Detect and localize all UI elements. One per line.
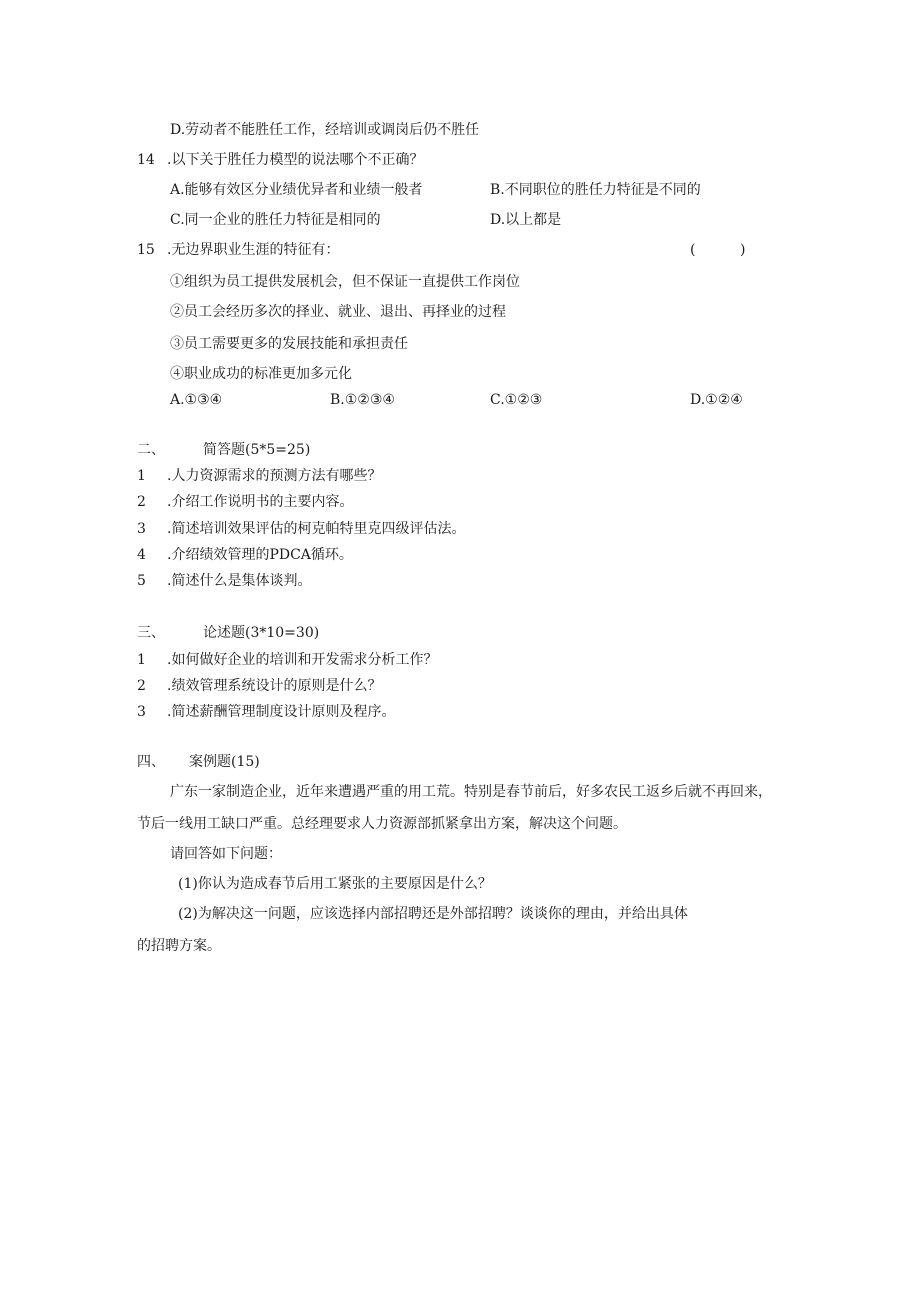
q15-stem — [137, 241, 339, 259]
case-prompt: 请回答如下问题： — [170, 846, 282, 862]
question-text: .绩效管理系统设计的原则是什么？ — [167, 678, 382, 694]
section3-q2 — [137, 677, 381, 695]
q15-option-c: C.①②③ — [490, 392, 543, 408]
q15-item-4: ④职业成功的标准更加多元化 — [170, 366, 352, 382]
section3-number: 三、 — [137, 625, 165, 641]
question-number: 3 — [137, 704, 146, 720]
q14-option-d: D.以上都是 — [490, 212, 562, 228]
q15-text: .无边界职业生涯的特征有： — [167, 242, 340, 258]
case-subquestion-2: (2)为解决这一问题，应该选择内部招聘还是外部招聘？谈谈你的理由，并给出具体 — [178, 906, 688, 922]
case-subquestion-1: (1)你认为造成春节后用工紧张的主要原因是什么？ — [178, 876, 492, 892]
q14-text: .以下关于胜任力模型的说法哪个不正确？ — [167, 152, 424, 168]
q14-option-b: B.不同职位的胜任力特征是不同的 — [490, 182, 701, 198]
case-paragraph-line-1: 广东一家制造企业，近年来遭遇严重的用工荒。特别是春节前后，好多农民工返乡后就不再回来， — [170, 784, 772, 800]
question-number: 4 — [137, 547, 146, 563]
q15-option-a: A.①③④ — [170, 392, 223, 408]
q15-item-2: ②员工会经历多次的择业、就业、退出、再择业的过程 — [170, 304, 506, 320]
q15-option-b: B.①②③④ — [330, 392, 395, 408]
section4-title: 案例题(15) — [189, 754, 260, 770]
section2-heading — [137, 441, 310, 459]
section2-q2 — [137, 493, 353, 511]
question-number: 1 — [137, 468, 146, 484]
section2-q3 — [137, 520, 465, 538]
section2-q4 — [137, 546, 353, 564]
question-text: .简述培训效果评估的柯克帕特里克四级评估法。 — [167, 521, 466, 537]
question-text: .介绍绩效管理的PDCA循环。 — [167, 547, 353, 563]
section3-q1 — [137, 651, 437, 669]
q14-option-c: C.同一企业的胜任力特征是相同的 — [170, 212, 381, 228]
question-number: 5 — [137, 573, 146, 589]
section4-heading — [137, 753, 260, 771]
question-text: .人力资源需求的预测方法有哪些？ — [167, 468, 382, 484]
q15-option-d: D.①②④ — [690, 392, 743, 408]
q14-option-a: A.能够有效区分业绩优异者和业绩一般者 — [170, 182, 423, 198]
case-paragraph-line-2: 节后一线用工缺口严重。总经理要求人力资源部抓紧拿出方案，解决这个问题。 — [137, 816, 627, 832]
q13-option-d: D.劳动者不能胜任工作，经培训或调岗后仍不胜任 — [170, 122, 480, 138]
q15-number: 15 — [137, 242, 155, 258]
q14-number: 14 — [137, 152, 155, 168]
q15-item-1: ①组织为员工提供发展机会，但不保证一直提供工作岗位 — [170, 274, 520, 290]
section2-q1 — [137, 467, 381, 485]
section3-heading — [137, 624, 319, 642]
case-subquestion-2-cont: 的招聘方案。 — [137, 938, 221, 954]
q15-answer-bracket: ( ) — [690, 242, 746, 258]
section2-title: 简答题(5*5=25) — [203, 442, 311, 458]
question-number: 2 — [137, 494, 146, 510]
question-text: .介绍工作说明书的主要内容。 — [167, 494, 354, 510]
section2-number: 二、 — [137, 442, 165, 458]
q15-item-3: ③员工需要更多的发展技能和承担责任 — [170, 336, 408, 352]
q14-stem — [137, 151, 423, 169]
question-number: 3 — [137, 521, 146, 537]
question-text: .简述薪酬管理制度设计原则及程序。 — [167, 704, 396, 720]
question-text: .如何做好企业的培训和开发需求分析工作？ — [167, 652, 438, 668]
section4-number: 四、 — [137, 754, 165, 770]
question-number: 1 — [137, 652, 146, 668]
question-text: .简述什么是集体谈判。 — [167, 573, 312, 589]
section3-q3 — [137, 703, 395, 721]
question-number: 2 — [137, 678, 146, 694]
section2-q5 — [137, 572, 311, 590]
section3-title: 论述题(3*10=30) — [203, 625, 320, 641]
